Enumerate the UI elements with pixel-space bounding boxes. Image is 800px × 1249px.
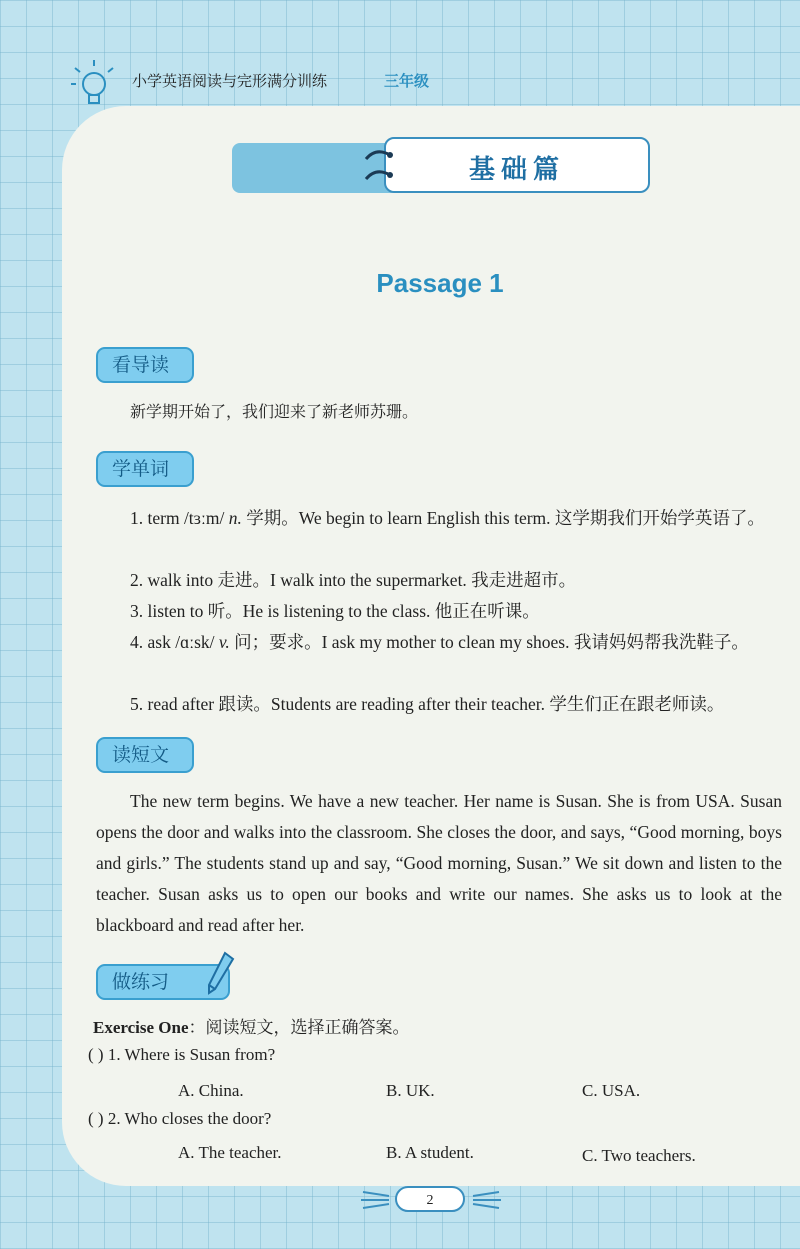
vocab-definition: 问；要求。I ask my mother to clean my shoes. 我请妈妈帮我洗鞋子。 — [229, 632, 749, 652]
pencil-icon — [205, 951, 235, 995]
vocab-term: 1. term /tɜːm/ — [130, 508, 229, 528]
exercise-label: Exercise One — [93, 1018, 189, 1037]
q2-option-b: B. A student. — [386, 1143, 474, 1162]
banner-frame — [384, 137, 650, 193]
part-of-speech: n. — [228, 508, 242, 528]
q2-option-a: A. The teacher. — [178, 1143, 282, 1162]
story-text: The new term begins. We have a new teacher. Her name is Susan. She is from USA. Susan opens the door and walks into the classroom. She closes the door, and says, “Good morning, boys and girls.” The students stand up and say, “Good morning, Susan.” We sit down and listen to the teacher. Susan asks us to open our books and write our names. She asks us to look at the blackboard and read after her. — [96, 791, 782, 935]
tag-read-passage: 读短文 — [96, 737, 194, 773]
exercise-heading — [93, 1013, 410, 1038]
exercise-instruction: ：阅读短文，选择正确答案。 — [188, 1018, 410, 1037]
vocab-item — [96, 627, 786, 657]
q2-option-c: C. Two teachers. — [582, 1146, 696, 1165]
vocab-item — [96, 503, 786, 533]
page-footer — [357, 1182, 507, 1218]
q1-option-c: C. USA. — [582, 1081, 641, 1100]
part-of-speech: v. — [218, 632, 230, 652]
tag-vocabulary: 学单词 — [96, 451, 194, 487]
series-title: 小学英语阅读与完形满分训练 — [132, 72, 328, 90]
section-title: 基础篇 — [468, 155, 565, 185]
tag-reading-guide: 看导读 — [96, 347, 194, 383]
vocab-definition: 学期。We begin to learn English this term. 这学期我们开始学英语了。 — [241, 508, 765, 528]
section-banner — [232, 137, 652, 197]
lightbulb-icon — [70, 58, 116, 110]
grade-label: 三年级 — [384, 72, 430, 90]
footer-dash-right-icon — [469, 1182, 505, 1218]
page-number: 2 — [395, 1186, 465, 1212]
footer-dash-left-icon — [357, 1182, 393, 1218]
chain-hooks-icon — [360, 145, 410, 191]
vocab-item: 2. walk into 走进。I walk into the supermarket. 我走进超市。 — [130, 570, 577, 590]
passage-title: Passage 1 — [376, 268, 504, 298]
q1-option-a: A. China. — [178, 1081, 244, 1100]
q1-option-b: B. UK. — [386, 1081, 435, 1100]
intro-text: 新学期开始了，我们迎来了新老师苏珊。 — [130, 402, 419, 421]
vocab-term: 4. ask /ɑːsk/ — [130, 632, 219, 652]
question-1: ( ) 1. Where is Susan from? — [88, 1045, 276, 1064]
vocab-item: 3. listen to 听。He is listening to the class. 他正在听课。 — [130, 601, 540, 621]
tag-practice: 做练习 — [96, 964, 230, 1000]
vocab-item: 5. read after 跟读。Students are reading after their teacher. 学生们正在跟老师读。 — [130, 694, 725, 714]
question-2: ( ) 2. Who closes the door? — [88, 1109, 272, 1128]
